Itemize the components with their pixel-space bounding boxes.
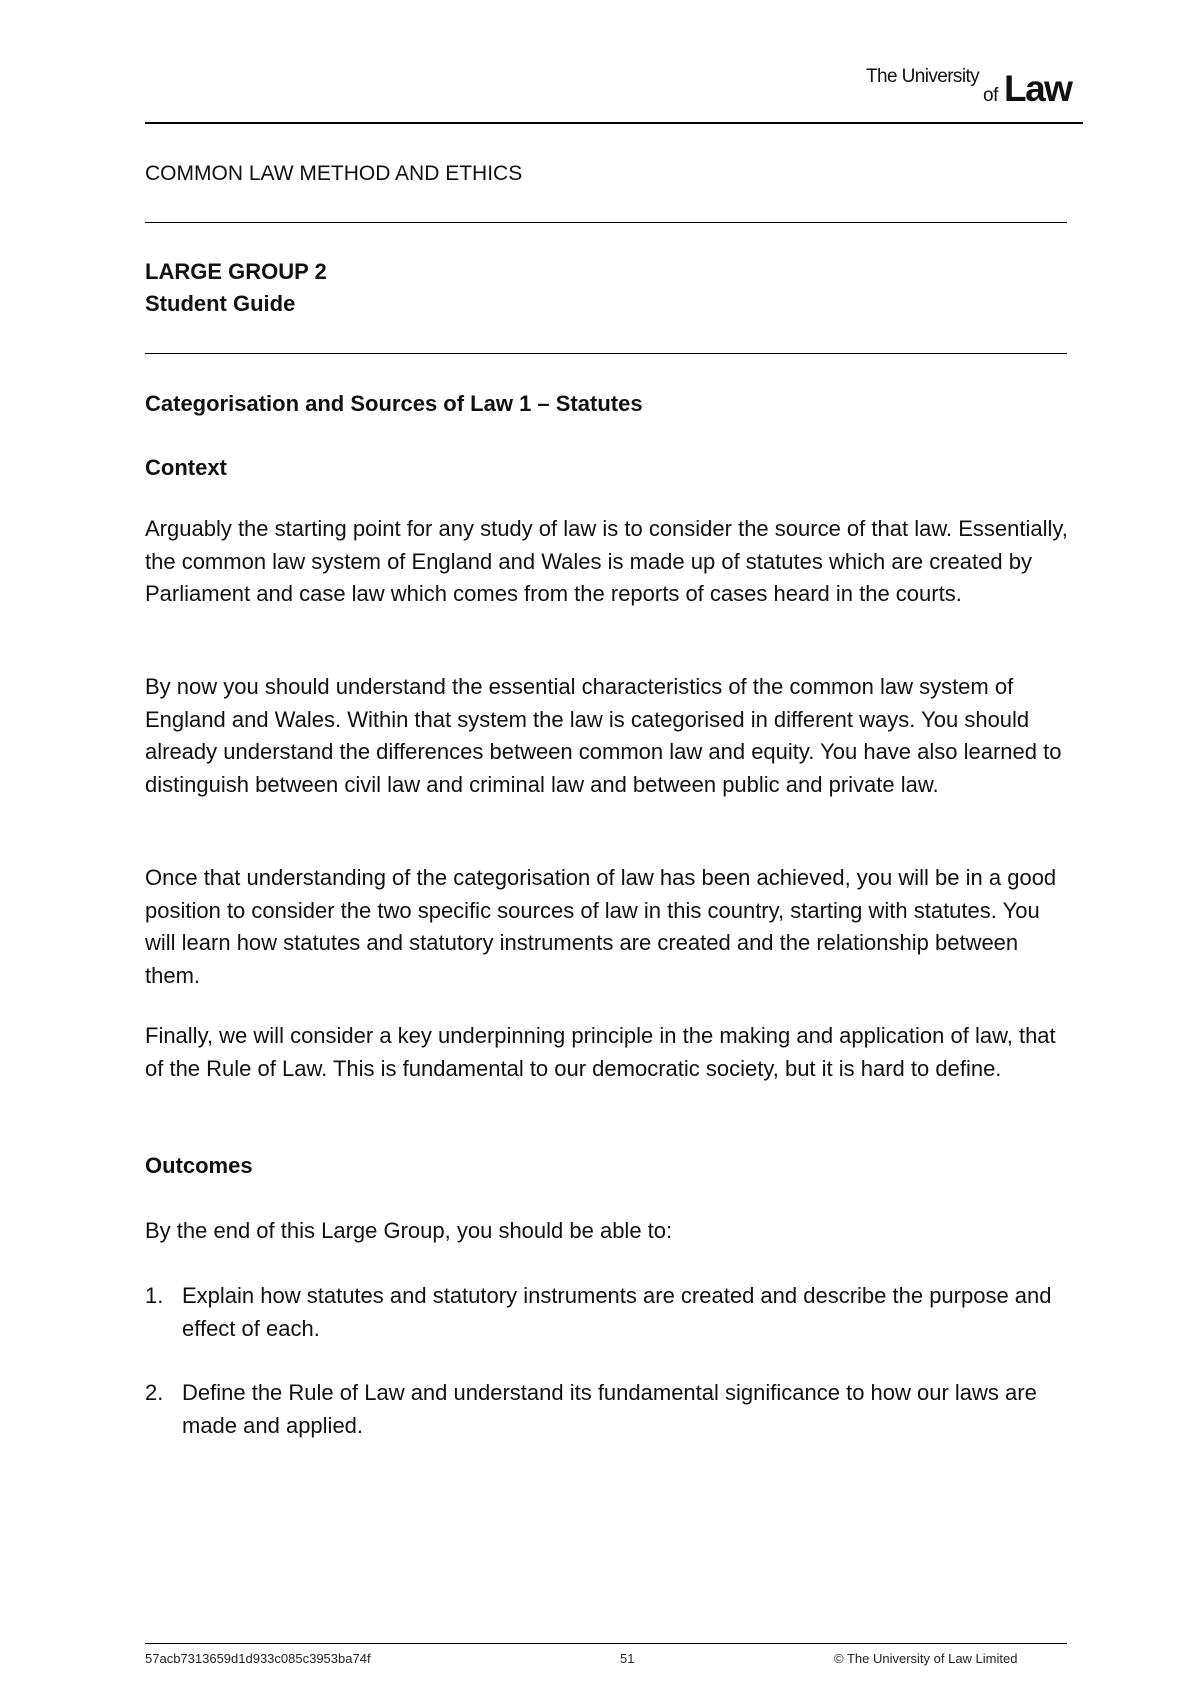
title-divider [145, 222, 1067, 223]
footer-document-id: 57acb7313659d1d933c085c3953ba74f [145, 1651, 371, 1666]
outcome-text: Define the Rule of Law and understand its fundamental significance to how our laws are made and applied. [182, 1380, 1037, 1438]
outcome-number: 1. [145, 1283, 164, 1308]
context-paragraph: By now you should understand the essential characteristics of the common law system of England and Wales. Within that system the law is categorised in different ways. You should already understand the differences between common law and equity. You have also learned to distinguish between civil law and criminal law and between public and private law. [145, 674, 1062, 797]
course-title: COMMON LAW METHOD AND ETHICS [145, 162, 523, 185]
header-divider [145, 122, 1083, 124]
logo-text-university: The University [866, 66, 980, 87]
outcomes-intro: By the end of this Large Group, you should be able to: [145, 1218, 673, 1243]
logo-text-of: of [983, 85, 998, 106]
context-paragraph: Finally, we will consider a key underpinning principle in the making and application of law, that of the Rule of Law. This is fundamental to our democratic society, but it is hard to define. [145, 1023, 1056, 1081]
logo-text-law: Law [1004, 68, 1072, 109]
university-logo [866, 66, 1086, 110]
footer-page-number: 51 [620, 1651, 635, 1666]
footer-divider [145, 1643, 1067, 1644]
outcomes-heading: Outcomes [145, 1153, 253, 1178]
outcome-number: 2. [145, 1380, 164, 1405]
context-paragraph: Once that understanding of the categorisation of law has been achieved, you will be in a good position to consider the two specific sources of law in this country, starting with statutes. You will learn how statutes and statutory instruments are created and the relationship between them. [145, 865, 1057, 988]
context-paragraph: Arguably the starting point for any study of law is to consider the source of that law. Essentially, the common law system of England and Wales is made up of statutes which are created by Parliament and case law which comes from the reports of cases heard in the courts. [145, 516, 1068, 606]
footer-copyright: © The University of Law Limited [834, 1651, 1018, 1666]
context-heading: Context [145, 455, 227, 480]
subtitle-divider [145, 353, 1067, 354]
group-title: LARGE GROUP 2 [145, 259, 327, 284]
section-heading: Categorisation and Sources of Law 1 – Statutes [145, 391, 643, 416]
outcome-text: Explain how statutes and statutory instruments are created and describe the purpose and effect of each. [182, 1283, 1052, 1341]
guide-title: Student Guide [145, 291, 296, 316]
